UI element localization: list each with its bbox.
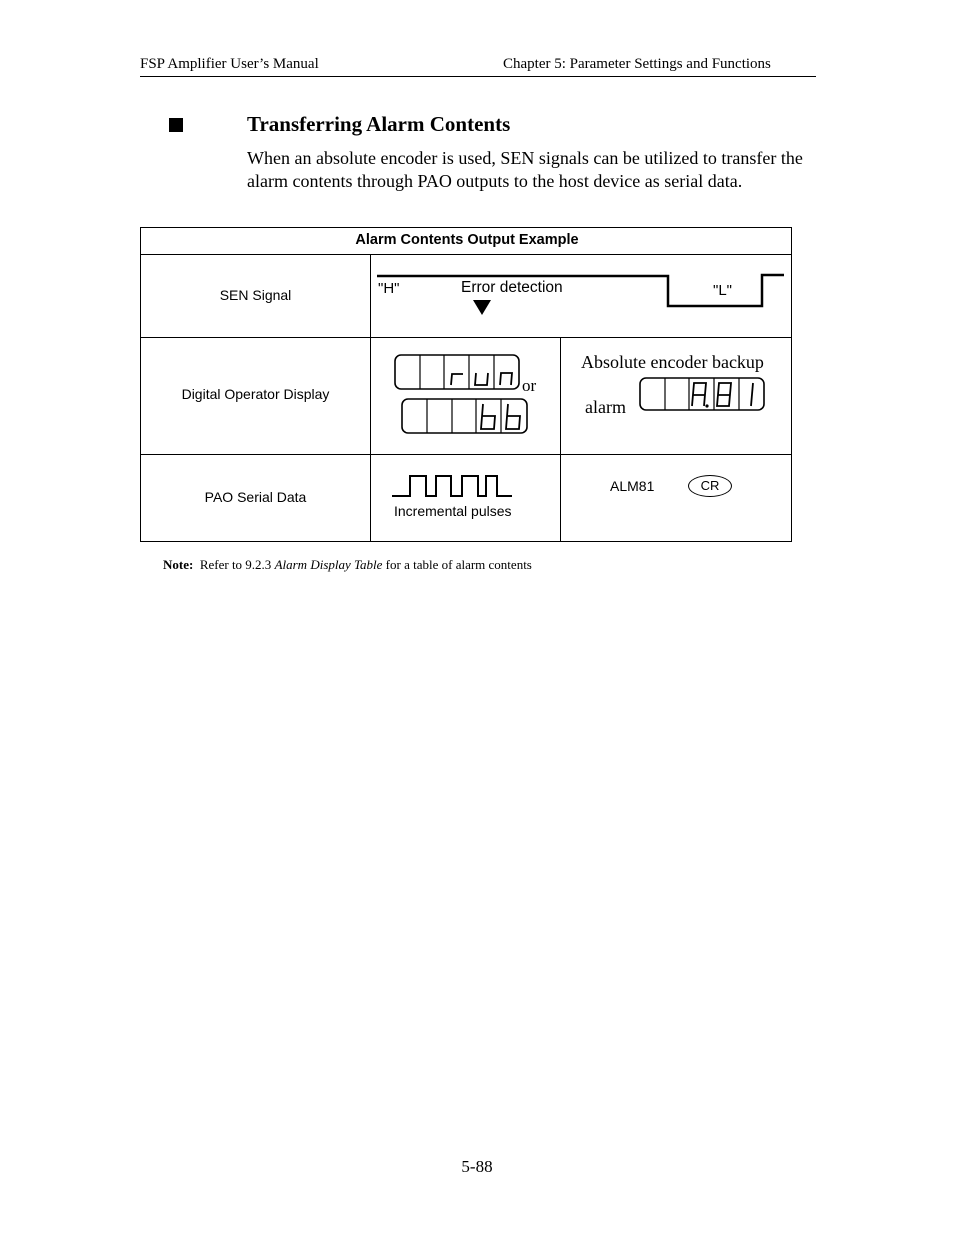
sen-event-label: Error detection bbox=[461, 279, 563, 296]
sen-high-label: "H" bbox=[378, 280, 400, 297]
alarm-output-table bbox=[140, 227, 792, 542]
square-bullet-icon bbox=[169, 118, 183, 132]
note-prefix: Refer to 9.2.3 bbox=[199, 557, 272, 572]
pao-cr-label: CR bbox=[700, 478, 720, 493]
sen-low-label: "L" bbox=[713, 282, 732, 299]
alarm-caption-line2: alarm bbox=[585, 397, 626, 417]
page-number: 5-88 bbox=[461, 1157, 493, 1176]
pao-alarm-code: ALM81 bbox=[610, 478, 655, 494]
section-paragraph: When an absolute encoder is used, SEN signals can be utilized to transfer the alarm contents through PAO outputs to the host device as serial data. bbox=[247, 148, 803, 191]
header-chapter-title: Chapter 5: Parameter Settings and Functions bbox=[503, 56, 771, 72]
pao-cr-oval bbox=[688, 475, 732, 497]
header-manual-title: FSP Amplifier User’s Manual bbox=[140, 56, 319, 72]
row-label-sen: SEN Signal bbox=[219, 287, 292, 303]
pao-pulse-train bbox=[141, 228, 793, 543]
row-label-display: Digital Operator Display bbox=[181, 386, 330, 402]
table-note bbox=[163, 557, 532, 573]
row-label-pao: PAO Serial Data bbox=[204, 489, 307, 505]
note-label: Note: bbox=[163, 557, 194, 572]
header-rule bbox=[140, 76, 816, 77]
note-reference: Alarm Display Table bbox=[274, 557, 383, 572]
pao-pulses-label: Incremental pulses bbox=[394, 503, 512, 519]
alarm-caption-line1: Absolute encoder backup bbox=[581, 352, 764, 372]
section-title: Transferring Alarm Contents bbox=[247, 112, 511, 136]
display-or-label: or bbox=[522, 376, 537, 395]
note-suffix: for a table of alarm contents bbox=[385, 557, 532, 572]
table-caption: Alarm Contents Output Example bbox=[355, 232, 579, 248]
